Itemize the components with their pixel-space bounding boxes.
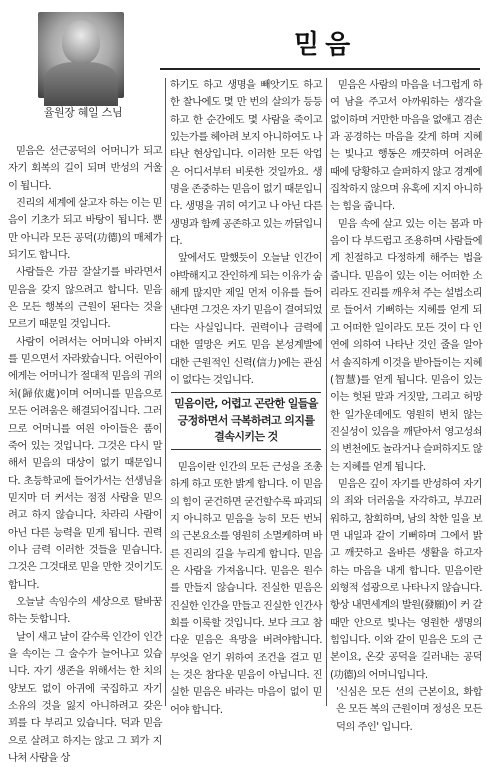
paragraph: 믿음은 깊이 자기를 반성하여 자기의 죄와 더러움을 자각하고, 부끄러워하고, 참회하며, 남의 착한 일을 보면 내일과 같이 기뻐하며 그에서 밝고 깨끗하고 올바른 생활을 하고자 하는 마음을 내게 합니다. 믿음이란 외형적 섭광으로 나타나지 않습니다. 항상 내면세계의 발원(發願)이 커 갈 때만 안으로 빛나는 영원한 생명의 힘입니다. 이와 같이 믿음은 도의 근본이요, 온갖 공덕을 길러내는 공덕(功德)의 어머니입니다. [330, 477, 482, 681]
title-rule [160, 68, 480, 70]
column-divider [165, 78, 166, 706]
text-column-2 [170, 77, 322, 402]
column-divider [326, 78, 327, 706]
closing-quote: '신심은 모든 선의 근본이요, 화합은 모든 복의 근원이며 정성은 모든 덕의 주인' 입니다. [336, 686, 482, 733]
paragraph: 오늘날 속임수의 세상으로 탈바꿈하는 듯합니다. [8, 595, 162, 626]
paragraph: 하기도 하고 생명을 빼앗기도 하고 한 찰나에도 몇 만 번의 살의가 등등하고 한 순간에도 몇 사람을 죽이고 있는가를 헤아려 보지 아니하여도 나타난 현상입니다. 이러한 모든 악업은 어디서부터 비롯한 것일까요. 생명을 존중하는 믿음이 없기 때문입니다. 생명을 귀히 여기고 나 아닌 다른 생명과 함께 공존하고 있는 까닭입니다. [170, 79, 322, 248]
paragraph: 진리의 세계에 살고자 하는 이는 믿음이 기초가 되고 바탕이 됩니다. 뿐만 아니라 모든 공덕(功德)의 매체가 되기도 합니다. [8, 197, 162, 262]
paragraph: 사람이 어려서는 어머니와 아버지를 믿으면서 자라왔습니다. 어린아이에게는 어머니가 절대적 믿음의 귀의처(歸依處)이며 어머니를 믿음으로 모든 어려움은 해결되어집니다. 그러므로 어머니를 여읜 아이들은 품이 죽어 있는 것입니다. 그것은 다시 말해서 믿음의 대상이 없기 때문입니다. 초등학교에 들어가서는 선생님을 믿지마 더 커서는 점점 사람을 믿으려고 하지 않습니다. 차라리 사람이 아닌 다른 능력을 믿게 됩니다. 권력이나 금력 이러한 것들을 믿습니다. 그것은 그것대로 믿을 만한 것이기도 합니다. [8, 335, 162, 591]
author-photo [38, 12, 124, 98]
text-column-3 [330, 77, 482, 733]
paragraph: 믿음은 사람의 마음을 너그럽게 하여 남을 주고서 아까워하는 생각을 없이하며 거만한 마음을 없애고 겸손과 공경하는 마음을 갖게 하며 지혜는 빛나고 행동은 깨끗하며 어려운 때에 당황하고 슬퍼하지 않고 경계에 집착하지 않으며 유혹에 지지 아니하는 힘을 줍니다. [330, 79, 482, 213]
paragraph: 날이 새고 날이 갈수록 인간이 인간을 속이는 그 술수가 늘어나고 있습니다. 자기 생존을 위해서는 한 치의 양보도 없이 아귀에 국집하고 자기 소유의 것을 잃지 아니하려고 갖은 꾀를 다 부리고 있습니다. 덕과 믿음으로 살려고 하지는 않고 그 꾀가 지나쳐 사람을 상 [8, 630, 162, 765]
photo-head [62, 20, 100, 64]
article-title: 믿음 [294, 30, 357, 60]
paragraph: 믿음 속에 살고 있는 이는 몸과 마음이 다 부드럽고 조용하며 사람들에게 친절하고 다정하게 해주는 법을 줍니다. 믿음이 있는 이는 어떠한 소리라도 진리를 깨우쳐 주는 설법소리로 들어서 기뻐하는 지혜를 얻게 되고 어떠한 일이라도 모든 것이 다 인연에 의하여 나타난 것인 줄을 알아서 솔직하게 이것을 받아들이는 지혜(智慧)를 얻게 됩니다. 믿음이 있는 이는 헛된 말과 거짓말, 그리고 허망한 일가운데에도 영원히 변치 않는 진실성이 있음을 깨닫아서 영고성쇠의 변천에도 놀라거나 슬퍼하지도 않는 지혜를 얻게 됩니다. [330, 217, 482, 473]
paragraph: 사람들은 가끔 잘살기를 바라면서 믿음을 갖지 않으려고 합니다. 믿음은 모든 행복의 근원이 된다는 것을 모르기 때문일 것입니다. [8, 266, 162, 331]
photo-robe [44, 62, 118, 106]
pull-quote: 믿음이란, 어렵고 곤란한 일들을 긍정하면서 극복하려고 의지를 결속시키는 것 [171, 392, 321, 450]
paragraph: 앞에서도 말했듯이 오늘날 인간이 야박해지고 잔인하게 되는 이유가 숨해게 많지만 제일 먼저 이유를 들어낸다면 그것은 자기 믿음이 결여되었다는 사실입니다. 권력이나 금력에 대한 열망은 커도 믿음 본성계발에 대한 근원적인 신력(信力)에는 관심이 없다는 것입니다. [170, 252, 322, 386]
text-column-1 [8, 143, 162, 765]
text-column-2-lower [170, 459, 322, 716]
paragraph: 믿음이란 인간의 모든 근성을 조총하게 하고 또한 밝게 합니다. 이 믿음의 힘이 굳건하면 굳건할수록 파괴되지 아니하고 믿음을 능히 모든 번뇌의 근본요소를 영원히 소멸케하며 바른 진리의 길을 누리게 합니다. 믿음은 사람을 가져옵니다. 믿음은 원수를 만들지 않습니다. 진실한 믿음은 진실한 인간을 만들고 진실한 인간사회를 이룩할 것입니다. 보다 크고 참다운 믿음은 욕망을 버려야합니다. 무엇을 얻기 위하여 조건을 걸고 믿는 것은 참다운 믿음이 아닙니다. 진실한 믿음은 바라는 마음이 없이 믿어야 합니다. [170, 461, 322, 716]
paragraph: 믿음은 선근공덕의 어머니가 되고 자기 회복의 길이 되며 반성의 거울이 됩니다. [8, 145, 162, 192]
photo-caption: 율원장 혜일 스님 [43, 106, 123, 119]
